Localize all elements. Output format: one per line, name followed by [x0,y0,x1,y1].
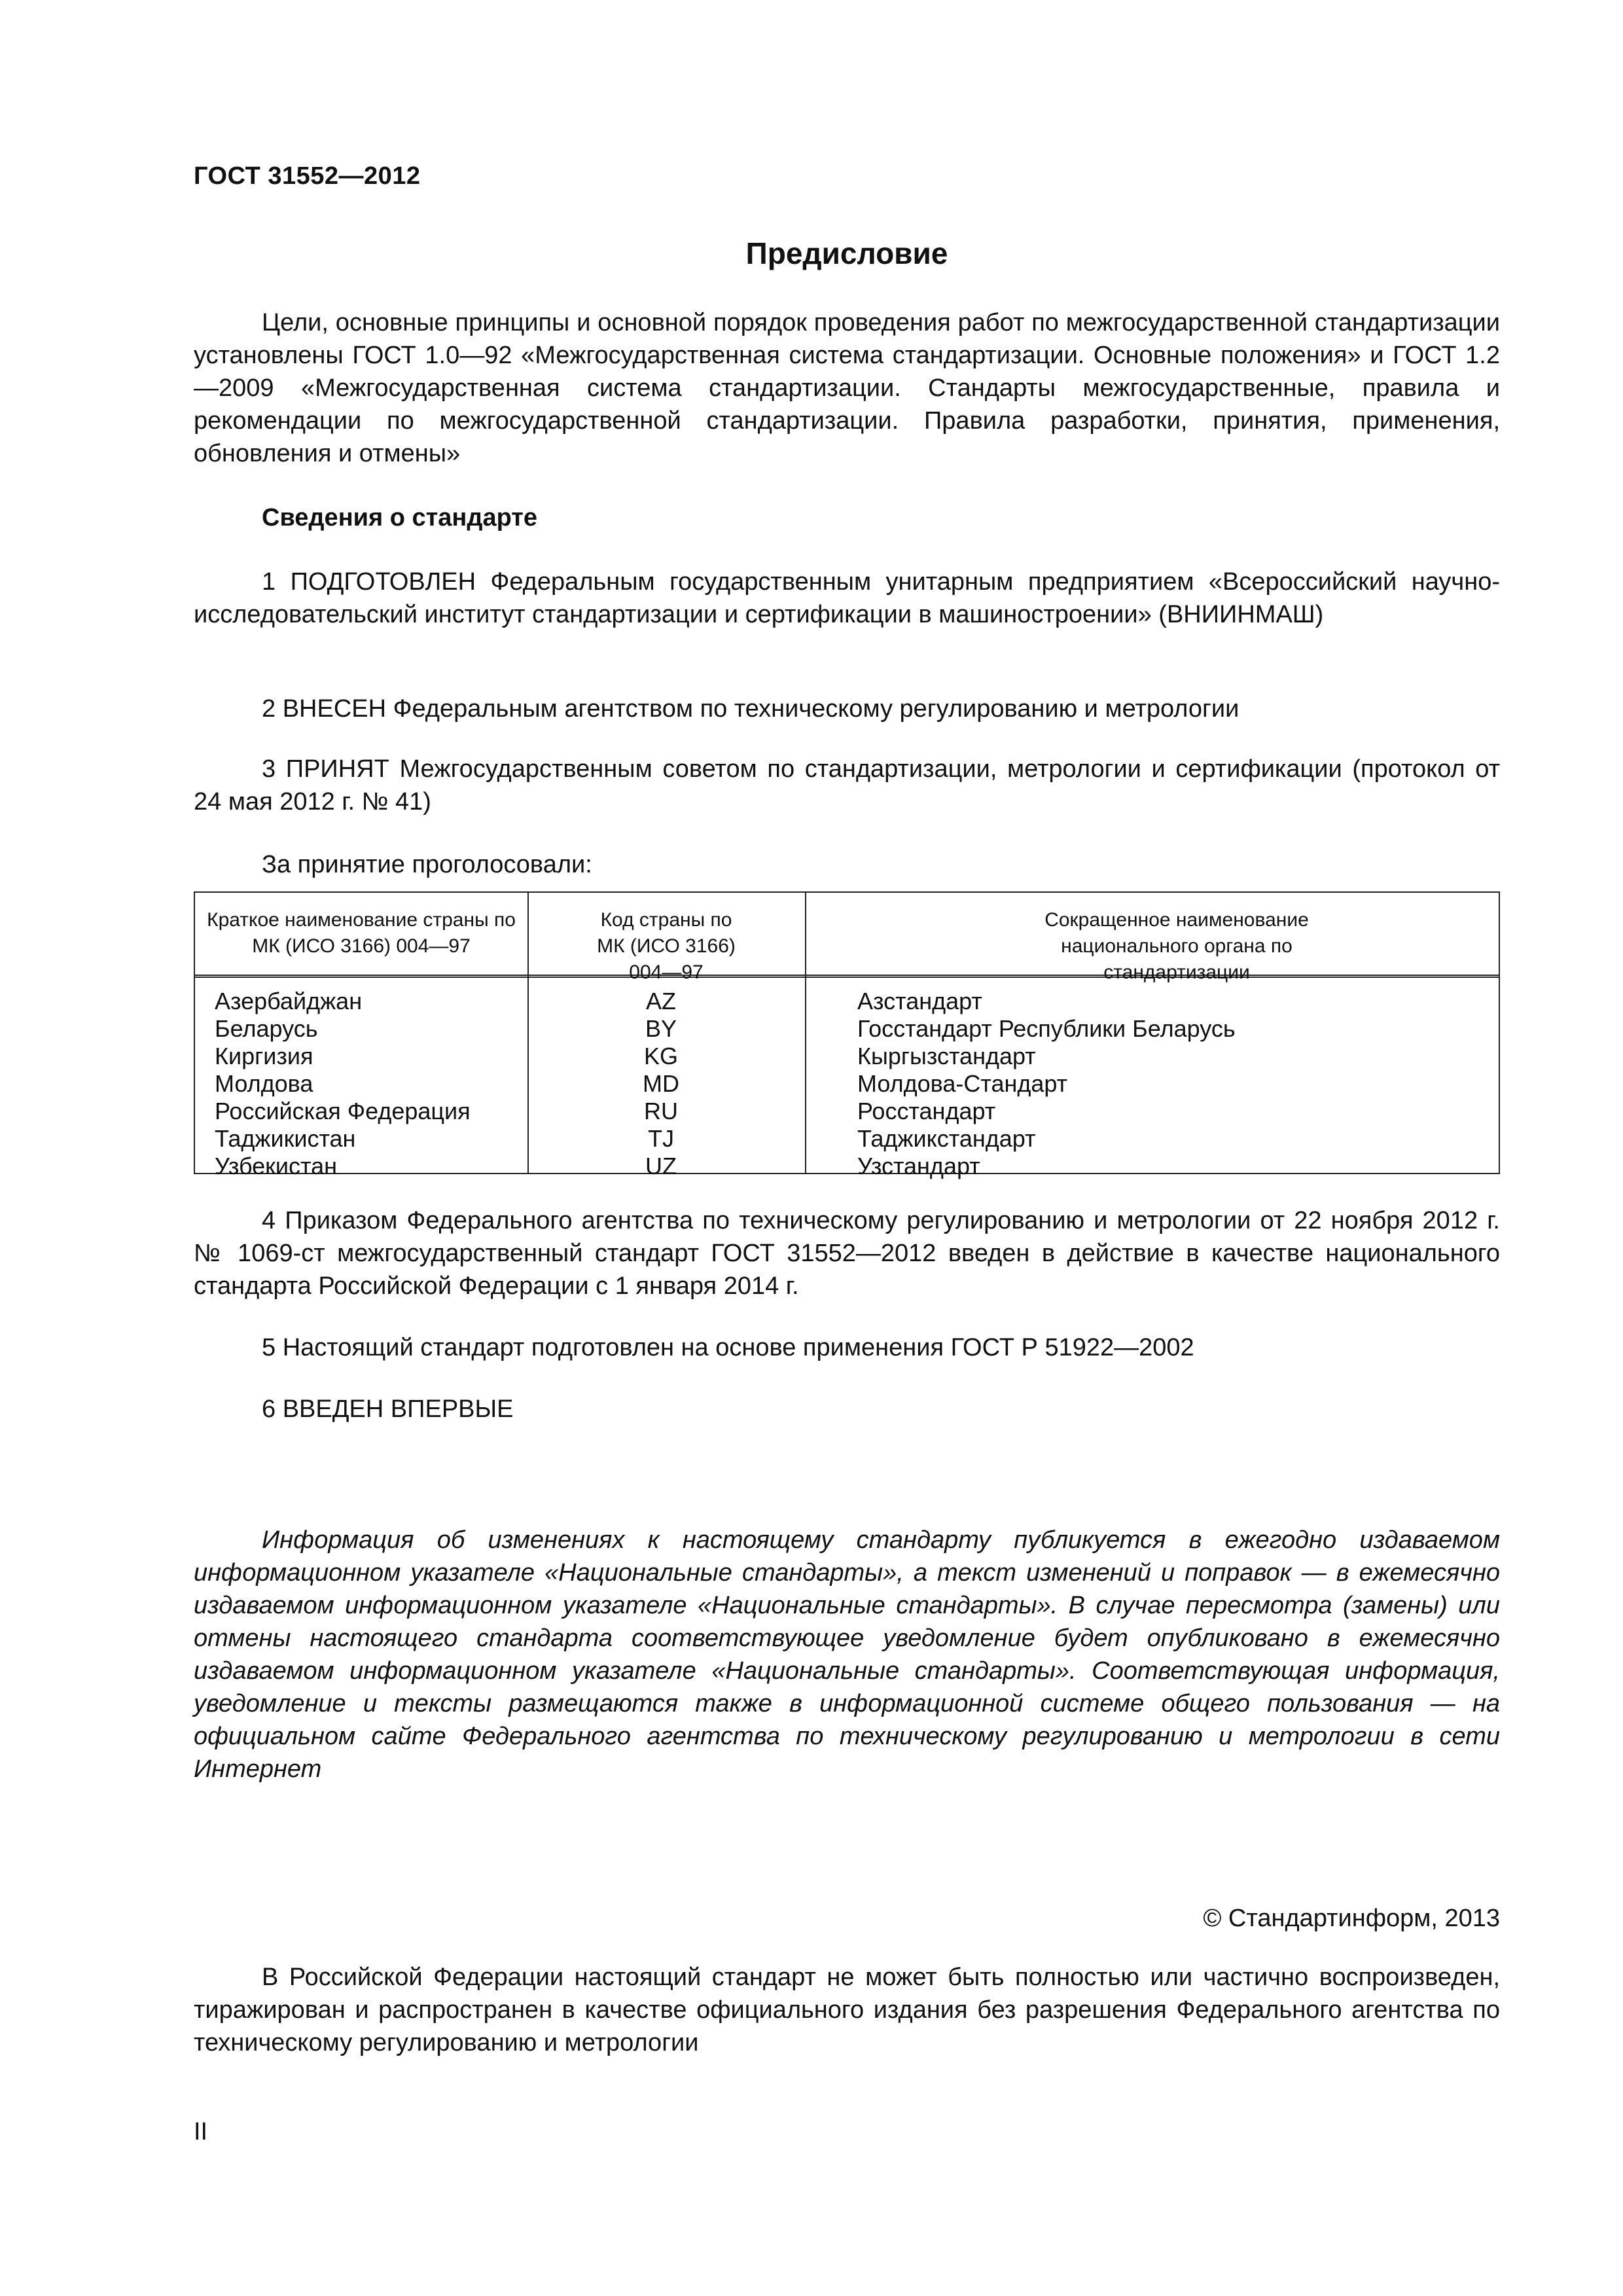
cell-body: Узстандарт [857,1153,980,1179]
cell-country: Азербайджан [215,988,363,1014]
cell-country: Киргизия [215,1043,313,1069]
changes-info-paragraph: Информация об изменениях к настоящему стандарту публикуется в ежегодно издаваемом информационном указателе «Национальные стандарты», а текст изменений и поправок — в ежемесячно издаваемом информационном указателе «Национальные стандарты». В случае пересмотра (замены) или отмены настоящего стандарта соответствующее уведомление будет опубликовано в ежемесячно издаваемом информационном указателе «Национальные стандарты». Соответствующая информация, уведомление и тексты размещаются также в информационной системе общего пользования — на официальном сайте Федерального агентства по техническому регулированию и метрологии в сети Интернет [194,1526,1500,1783]
cell-code: AZ [645,988,676,1014]
item-4-paragraph: 4 Приказом Федерального агентства по техническому регулированию и метрологии от 22 ноября 2012 г. № 1069-ст межгосударственный стандарт ГОСТ 31552—2012 введен в действие в качестве национального стандарта Российской Федерации с 1 января 2014 г. [194,1207,1500,1300]
copyright-notice: © Стандартинформ, 2013 [1203,1905,1500,1932]
section-subheading: Сведения о стандарте [262,504,538,531]
reproduction-notice: В Российской Федерации настоящий стандарт не может быть полностью или частично воспроизведен, тиражирован и распространен в качестве официального издания без разрешения Федерального агентства по техническому регулированию и метрологии [194,1964,1500,2056]
table-row [195,1125,1499,1153]
cell-body: Молдова-Стандарт [857,1070,1068,1097]
cell-country: Молдова [215,1070,313,1097]
table-row [195,1070,1499,1098]
item-1-paragraph: 1 ПОДГОТОВЛЕН Федеральным государственным унитарным предприятием «Всероссийский научно-исследовательский институт стандартизации и сертификации в машиностроении» (ВНИИНМАШ) [194,568,1500,628]
cell-country: Узбекистан [215,1153,338,1179]
item-3-paragraph: 3 ПРИНЯТ Межгосударственным советом по стандартизации, метрологии и сертификации (протокол от 24 мая 2012 г. № 41) [194,755,1500,816]
cell-body: Таджикстандарт [857,1125,1036,1152]
table-header [195,893,1499,983]
cell-body: Госстандарт Республики Беларусь [857,1015,1236,1042]
cell-code: TJ [648,1125,674,1152]
cell-country: Российская Федерация [215,1098,471,1124]
cell-code: UZ [645,1153,677,1179]
item-2-paragraph: 2 ВНЕСЕН Федеральным агентством по техническому регулированию и метрологии [262,695,1240,723]
item-5-paragraph: 5 Настоящий стандарт подготовлен на основе применения ГОСТ Р 51922—2002 [262,1334,1194,1361]
voted-label: За принятие проголосовали: [262,851,592,878]
countries-table [194,891,1500,1179]
cell-country: Беларусь [215,1015,318,1042]
table-row [195,1098,1499,1125]
cell-code: MD [643,1070,679,1097]
document-code: ГОСТ 31552—2012 [194,162,421,190]
cell-body: Азстандарт [857,988,982,1014]
table-row [195,1015,1499,1043]
cell-country: Таджикистан [215,1125,356,1152]
intro-paragraph: Цели, основные принципы и основной порядок проведения работ по межгосударственной стандартизации установлены ГОСТ 1.0—92 «Межгосударственная система стандартизации. Основные положения» и ГОСТ 1.2—2009 «Межгосударственная система стандартизации. Стандарты межгосударственные, правила и рекомендации по межгосударственной стандартизации. Правила разработки, принятия, применения, обновления и отмены» [194,309,1500,467]
page-number: II [194,2118,208,2145]
table-body [195,988,1499,1180]
header-country-name: Краткое наименование страны по МК (ИСО 3166) 004—97 [207,909,516,957]
page-title: Предисловие [745,236,948,270]
table-row [195,1153,1499,1180]
item-6-paragraph: 6 ВВЕДЕН ВПЕРВЫЕ [262,1395,514,1423]
table-row [195,1043,1499,1070]
cell-code: KG [643,1043,678,1069]
table-row [195,988,1499,1015]
cell-body: Росстандарт [857,1098,996,1124]
cell-code: BY [645,1015,677,1042]
cell-code: RU [644,1098,678,1124]
header-national-body: Сокращенное наименование национального органа по стандартизации [1044,909,1309,983]
header-country-code: Код страны по МК (ИСО 3166) 004—97 [597,909,736,983]
cell-body: Кыргызстандарт [857,1043,1036,1069]
